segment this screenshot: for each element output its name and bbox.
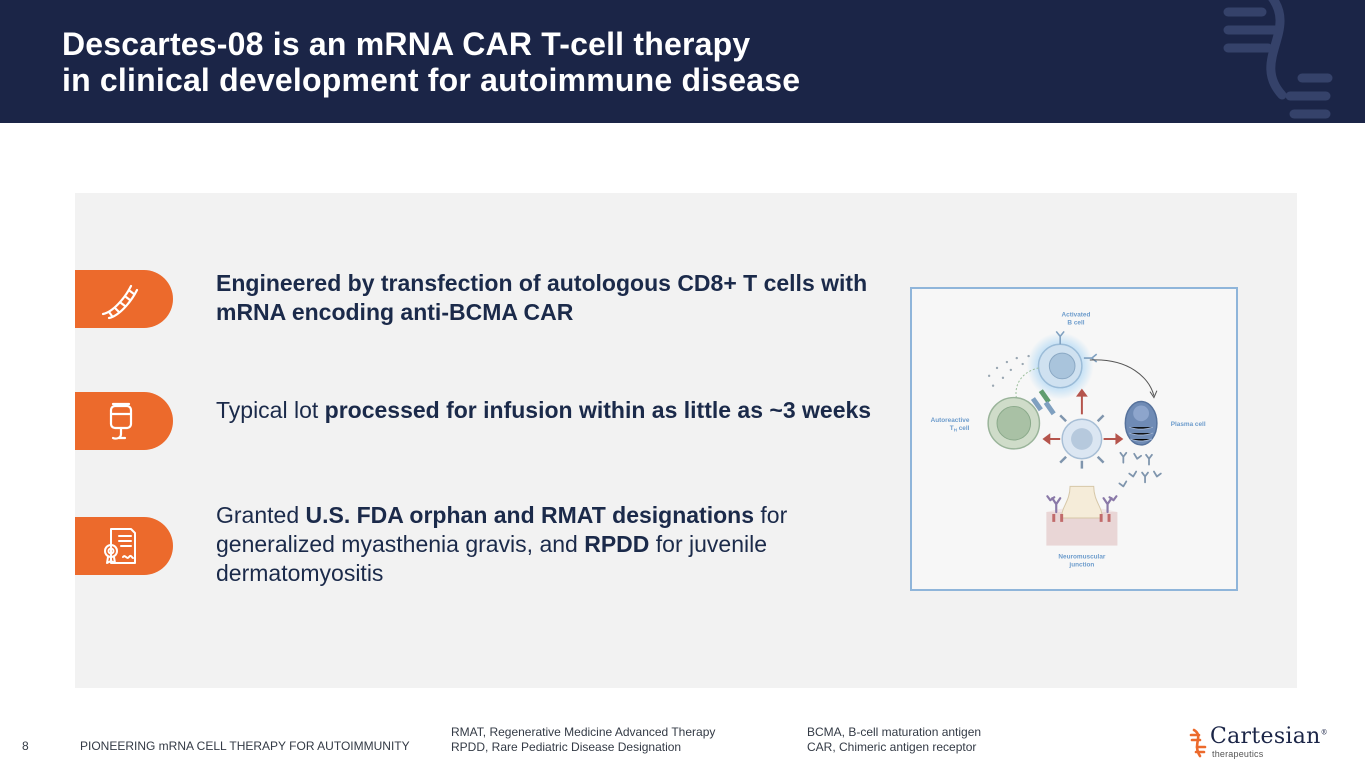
bullet-3-plain-1: Granted <box>216 502 306 528</box>
slide-header <box>0 0 1365 123</box>
slide-title-line-2: in clinical development for autoimmune disease <box>62 62 801 98</box>
bullet-2-plain: Typical lot <box>216 397 325 423</box>
bullet-2-text <box>216 396 876 425</box>
page-number: 8 <box>22 739 29 753</box>
label-activated-b-cell-1: Activated <box>1061 311 1091 319</box>
abbreviation-rmat: RMAT, Regenerative Medicine Advanced Therapy <box>451 725 716 739</box>
label-nmj-2: junction <box>1069 561 1095 569</box>
bullet-2-tab <box>75 392 173 450</box>
bullet-3-bold-2: RPDD <box>584 531 650 557</box>
footer-title: PIONEERING mRNA CELL THERAPY FOR AUTOIMMUNITY <box>80 739 410 753</box>
label-nmj-1: Neuromuscular <box>1058 553 1106 561</box>
label-plasma-cell: Plasma cell <box>1170 421 1206 429</box>
mechanism-figure <box>910 287 1238 591</box>
label-autoreactive-2: $T_H$ cell <box>949 425 970 433</box>
bullet-1-tab <box>75 270 173 328</box>
bullet-1-bold: Engineered by transfection of autologous CD8+ T cells with mRNA encoding anti-BCMA CAR <box>216 270 868 325</box>
logo-helix-icon <box>1188 728 1208 758</box>
logo-subtitle: therapeutics <box>1212 749 1264 759</box>
bullet-2-bold: processed for infusion within as little as ~3 weeks <box>324 397 872 423</box>
abbreviation-rpdd: RPDD, Rare Pediatric Disease Designation <box>451 740 682 754</box>
abbreviation-car: CAR, Chimeric antigen receptor <box>807 740 977 754</box>
certificate-icon <box>97 523 145 569</box>
bullet-1-text <box>216 269 876 327</box>
bullet-3-tab <box>75 517 173 575</box>
slide-title-line-1: Descartes-08 is an mRNA CAR T-cell therapy <box>62 26 751 62</box>
dna-helix-icon <box>1210 0 1350 123</box>
plasma-cell-graphic <box>1125 402 1157 445</box>
abbreviation-bcma: BCMA, B-cell maturation antigen <box>807 725 982 739</box>
bullet-3-text <box>216 501 876 588</box>
slide-title <box>62 26 800 98</box>
label-activated-b-cell-2: B cell <box>1067 319 1085 327</box>
abbreviations-column-2 <box>807 725 981 755</box>
cartesian-logo <box>1188 724 1328 760</box>
antibodies-graphic <box>1119 453 1160 487</box>
activated-b-cell-graphic <box>1027 331 1097 399</box>
bullet-3-plain-2: for generalized myasthenia gravis, and <box>216 502 788 557</box>
dna-strand-icon <box>97 276 145 322</box>
mechanism-illustration <box>912 289 1236 589</box>
label-autoreactive-1: Autoreactive <box>930 417 970 425</box>
car-t-cell-graphic <box>1042 389 1123 469</box>
abbreviations-column-1 <box>451 725 715 755</box>
bullet-3-bold-1: U.S. FDA orphan and RMAT designations <box>305 502 754 528</box>
bullet-3-plain-3: for juvenile dermatomyositis <box>216 531 768 586</box>
logo-name: Cartesian® <box>1210 724 1328 749</box>
neuromuscular-junction-graphic <box>1046 486 1117 545</box>
iv-bag-icon <box>97 398 145 444</box>
